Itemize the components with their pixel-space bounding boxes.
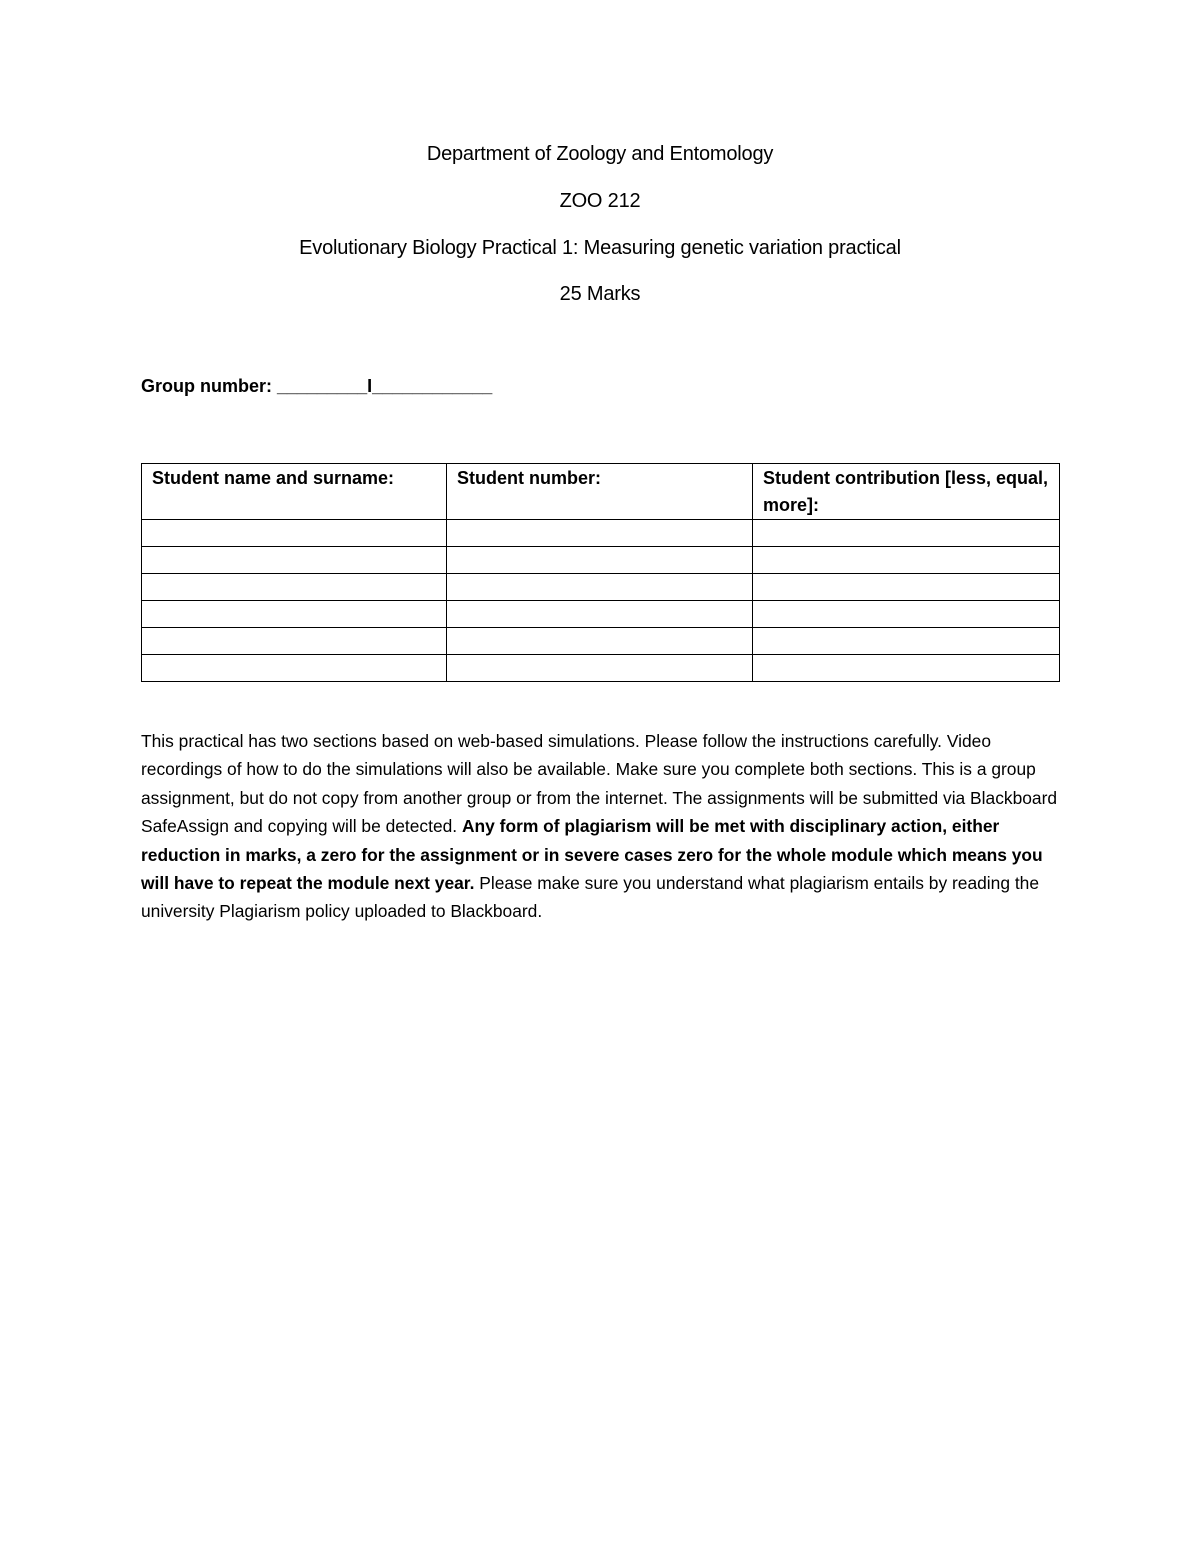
- instructions-intro-text: This practical has two sections based on web-based simulations. Please follow the instructions carefully. Video recordings of how to do the simulations will also be available. Make sure you complete both sections. This is a group assignment, but do not copy from another group or from the internet. The assignments will be submitted via Blackboard SafeAssign and copying will be detected.: [141, 731, 1058, 837]
- table-row: [142, 601, 1060, 628]
- header-student-name: Student name and surname:: [142, 464, 447, 520]
- student-members-table: [141, 463, 1060, 682]
- header-student-number: Student number:: [447, 464, 753, 520]
- practical-title-heading: Evolutionary Biology Practical 1: Measuring genetic variation practical: [299, 237, 901, 259]
- cell-student-number: [447, 520, 753, 547]
- plagiarism-warning-text: Any form of plagiarism will be met with disciplinary action, either reduction in marks, a zero for the assignment or in severe cases zero for the whole module which means you will have to repeat the module next year.: [141, 816, 1043, 894]
- cell-student-number: [447, 574, 753, 601]
- course-code-heading: ZOO 212: [559, 190, 641, 212]
- cell-student-name: [142, 520, 447, 547]
- cell-student-name: [142, 574, 447, 601]
- cell-student-name: [142, 547, 447, 574]
- table-row: [142, 547, 1060, 574]
- cell-student-contribution: [753, 547, 1060, 574]
- table-row: [142, 628, 1060, 655]
- header-student-contribution: Student contribution [less, equal, more]:: [753, 464, 1060, 520]
- cell-student-contribution: [753, 601, 1060, 628]
- cell-student-number: [447, 601, 753, 628]
- cell-student-name: [142, 601, 447, 628]
- table-row: [142, 520, 1060, 547]
- instructions-paragraph: [141, 727, 1061, 926]
- table-row: [142, 574, 1060, 601]
- cell-student-contribution: [753, 655, 1060, 682]
- cell-student-number: [447, 655, 753, 682]
- table-row: [142, 655, 1060, 682]
- marks-heading: 25 Marks: [559, 283, 641, 305]
- cell-student-contribution: [753, 628, 1060, 655]
- cell-student-contribution: [753, 520, 1060, 547]
- department-heading: Department of Zoology and Entomology: [426, 143, 774, 165]
- group-number-field: Group number: _________I____________: [141, 376, 493, 396]
- cell-student-contribution: [753, 574, 1060, 601]
- instructions-closing-text: Please make sure you understand what plagiarism entails by reading the university Plagiarism policy uploaded to Blackboard.: [141, 873, 1039, 922]
- cell-student-number: [447, 628, 753, 655]
- cell-student-number: [447, 547, 753, 574]
- table-header-row: [142, 464, 1060, 520]
- cell-student-name: [142, 628, 447, 655]
- cell-student-name: [142, 655, 447, 682]
